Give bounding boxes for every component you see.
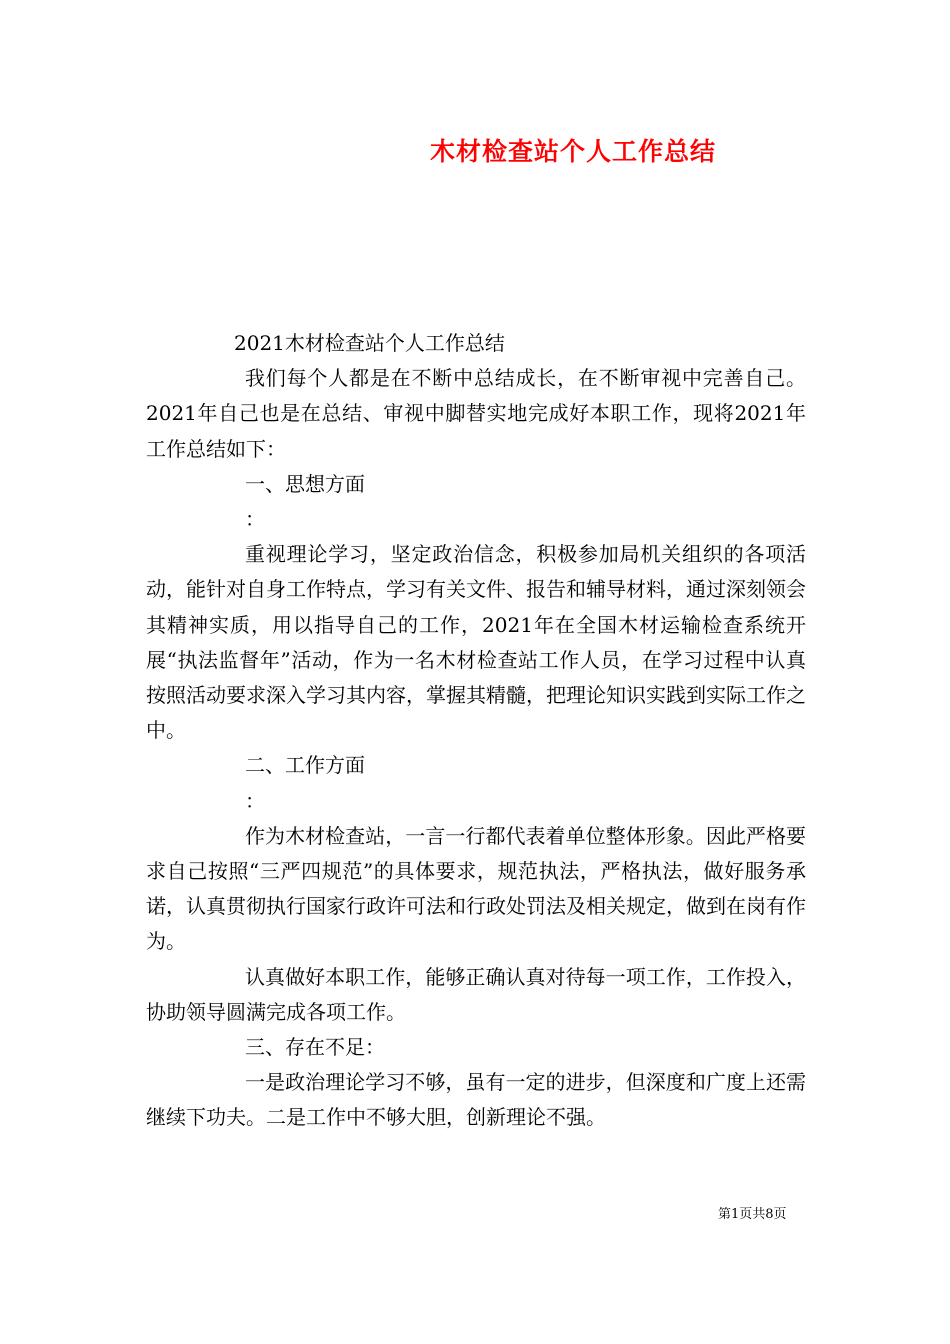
section-colon-2: ： bbox=[245, 788, 265, 813]
thought-paragraph: 重视理论学习，坚定政治信念，积极参加局机关组织的各项活动，能针对自身工作特点，学习有关文件、报告和辅导材料，通过深刻领会其精神实质，用以指导自己的工作，2021年在全国木材运输检查系统开展“执法监督年”活动，作为一名木材检查站工作人员，在学习过程中认真按照活动要求深入学习其内容，掌握其精髓，把理论知识实践到实际工作之中。 bbox=[146, 542, 806, 743]
page-number-footer: 第1页共8页 bbox=[718, 1207, 787, 1222]
section-heading-shortcomings: 三、存在不足： bbox=[245, 1035, 385, 1060]
intro-paragraph: 我们每个人都是在不断中总结成长，在不断审视中完善自己。2021年自己也是在总结、审视中脚替实地完成好本职工作，现将2021年工作总结如下： bbox=[146, 366, 806, 461]
section-heading-work: 二、工作方面 bbox=[245, 753, 365, 778]
work-paragraph-2: 认真做好本职工作，能够正确认真对待每一项工作，工作投入，协助领导圆满完成各项工作。 bbox=[146, 964, 806, 1024]
work-paragraph-1: 作为木材检查站，一言一行都代表着单位整体形象。因此严格要求自己按照“三严四规范”的具体要求，规范执法，严格执法，做好服务承诺，认真贯彻执行国家行政许可法和行政处罚法及相关规定，做到在岗有作为。 bbox=[146, 823, 806, 954]
document-subtitle: 2021木材检查站个人工作总结 bbox=[234, 331, 505, 355]
section-colon-1: ： bbox=[245, 507, 265, 532]
document-title: 木材检查站个人工作总结 bbox=[430, 137, 717, 166]
shortcomings-paragraph: 一是政治理论学习不够，虽有一定的进步，但深度和广度上还需继续下功夫。二是工作中不够大胆，创新理论不强。 bbox=[146, 1070, 806, 1130]
document-body bbox=[146, 326, 806, 1136]
section-heading-thought: 一、思想方面 bbox=[245, 471, 365, 496]
